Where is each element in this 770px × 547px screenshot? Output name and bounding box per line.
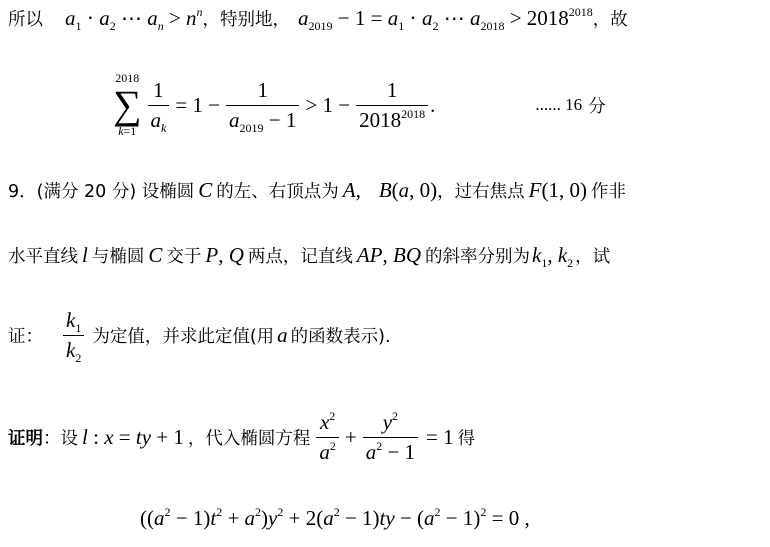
q9-intro: 9．(满分 20 分) 设椭圆 — [8, 182, 195, 202]
text-gu: ，故 — [592, 10, 628, 30]
q9-vertices: 的左、右顶点为 — [216, 182, 339, 202]
text-suoyi: 所以 — [8, 10, 43, 30]
question-9-line-3: 证： $\frac{k_1}{k_2}$ 为定值，并求此定值(用 a 的函数表示). — [8, 308, 391, 365]
formula-a2019: $a_{2019} - 1 = a_1 \cdot a_2$ ⋯ $a_{2018} > 2018^{2018}$ — [298, 5, 593, 33]
formula-k1-over-k2: $\frac{k_1}{k_2}$ — [61, 308, 86, 363]
line-2-sum — [113, 72, 606, 138]
question-9-line-2: 水平直线 l 与椭圆 C 交于 P, Q 两点，记直线 AP, BQ 的斜率分别为 $k_1$, $k_2$ ，试 — [8, 243, 611, 270]
score-fen: 分 — [588, 96, 606, 117]
formula-ellipse: $\frac{x^2}{a^2}$ + $\frac{y^2}{a^2 - 1}$ = 1 — [314, 410, 453, 465]
line-1 — [8, 6, 628, 31]
formula-sum: 2018 ∑ k=1 $\frac{1}{a_k}$ = 1 − $\frac{1}{a_{2019} - 1}$ > 1 − $\frac{1}{2018^{2018}}$ . — [113, 71, 436, 138]
text-tebiedi: ，特别地， — [202, 10, 291, 30]
question-9-line-1: 9．(满分 20 分) 设椭圆 C 的左、右顶点为 A, B(a, 0) ，过右焦点 F(1, 0) 作非 — [8, 178, 626, 202]
equation-quadratic: $((a^2 - 1)t^2 + a^2)y^2 + 2(a^2 - 1)ty - (a^2 - 1)^2 = 0$ , — [140, 505, 530, 530]
q9-nonhoriz: 作非 — [591, 182, 626, 202]
proof-line: 证明 ：设 l : x = ty + 1 ，代入椭圆方程 $\frac{x^2}{a^2}$ + $\frac{y^2}{a^2 - 1}$ = 1 得 — [8, 409, 476, 464]
score-dots: ...... 16 — [535, 95, 583, 114]
proof-label: 证明 — [8, 429, 43, 449]
q9-focus: ，过右焦点 — [437, 182, 525, 202]
formula-product: $a_1 \cdot a_2$ ⋯ $a_n > n^n$ — [65, 5, 203, 33]
